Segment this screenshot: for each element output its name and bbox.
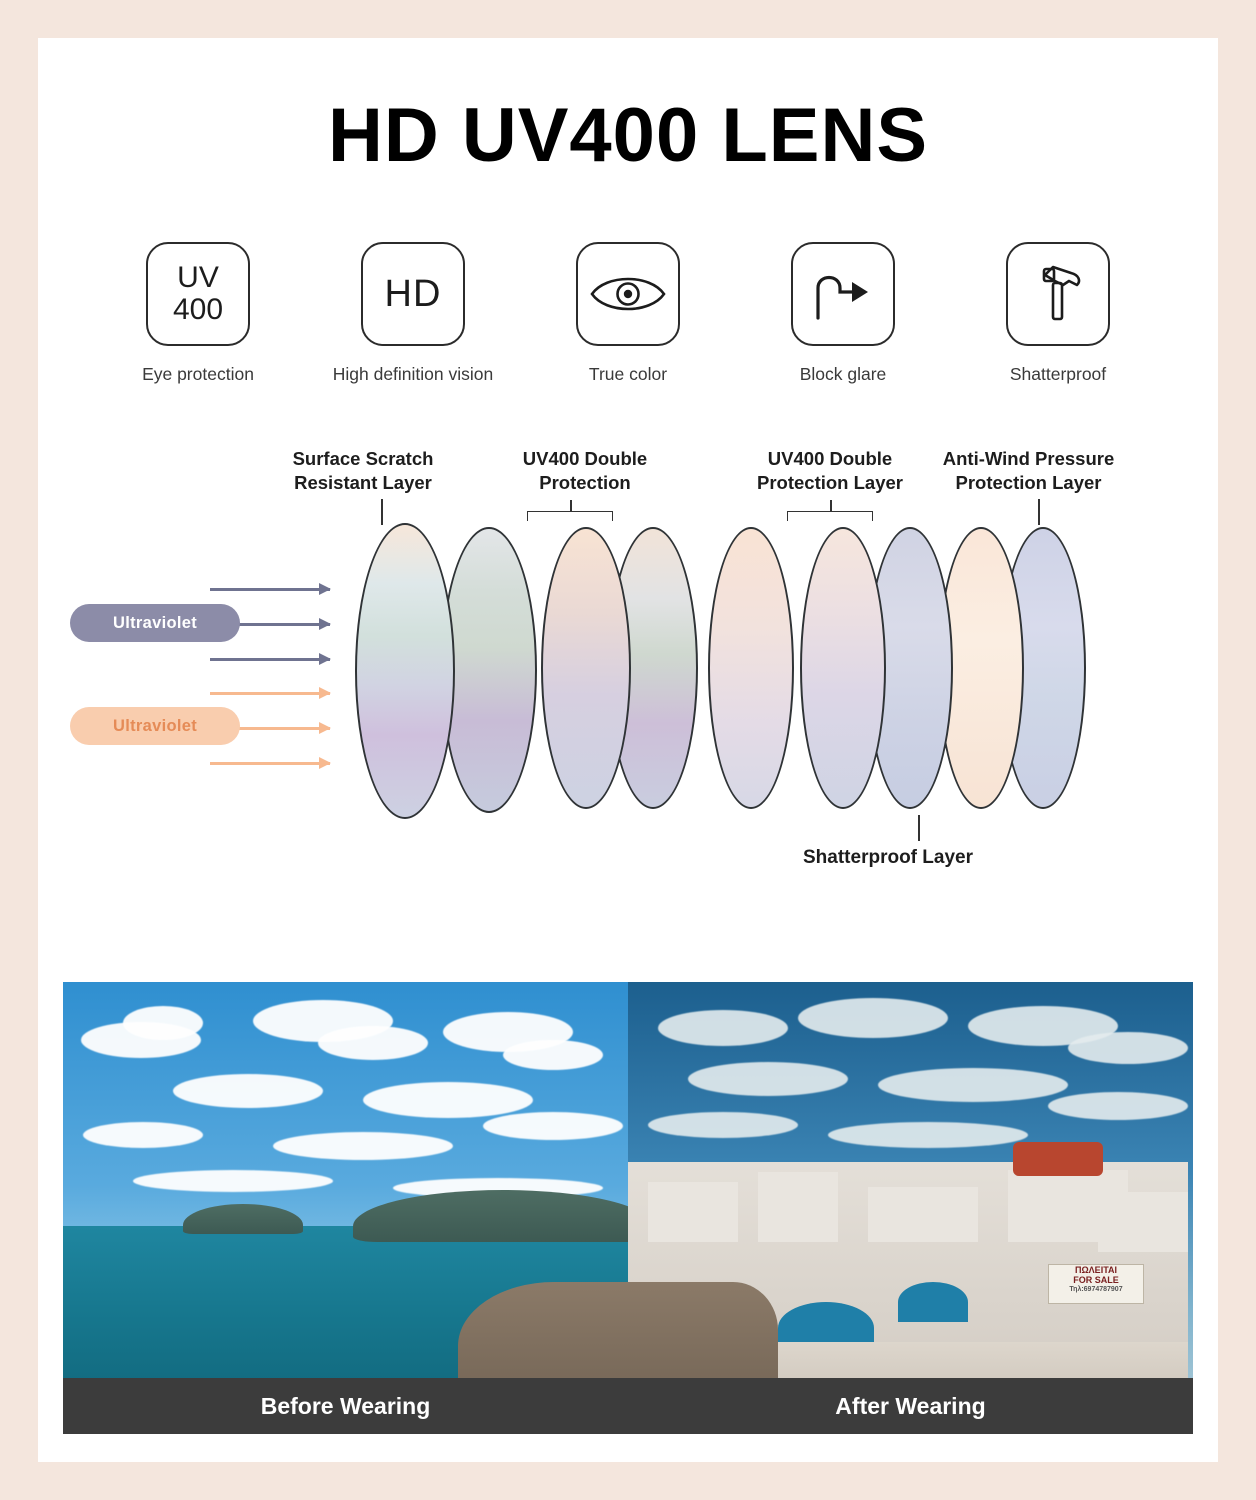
lens-layer bbox=[541, 527, 631, 809]
callout-leader-line bbox=[918, 815, 920, 841]
lens-layer bbox=[800, 527, 886, 809]
feature-true-color bbox=[528, 242, 728, 385]
page-title: HD UV400 LENS bbox=[327, 93, 929, 178]
before-after-comparison bbox=[63, 982, 1193, 1434]
ultraviolet-peach-badge: Ultraviolet bbox=[70, 707, 240, 745]
sign-line-1: ΠΩΛΕΙΤΑΙ bbox=[1074, 1265, 1118, 1275]
feature-shatterproof bbox=[958, 242, 1158, 385]
callout-line-2: Protection Layer bbox=[955, 472, 1102, 493]
feature-icon-row bbox=[38, 174, 1218, 385]
callout-shatterproof-layer: Shatterproof Layer bbox=[803, 847, 973, 868]
uv-ray-arrow bbox=[210, 692, 330, 695]
callout-line-1: UV400 Double bbox=[767, 448, 893, 469]
callout-leader-line bbox=[1038, 499, 1040, 525]
uv400-badge-icon bbox=[146, 242, 250, 346]
lens-layer-front bbox=[355, 523, 455, 819]
feature-label: Shatterproof bbox=[1009, 364, 1107, 384]
uv400-icon-text-bottom: 400 bbox=[172, 293, 224, 326]
hd-icon-text: HD bbox=[384, 272, 442, 315]
feature-eye-protection bbox=[98, 242, 298, 385]
callout-bracket bbox=[787, 511, 873, 521]
caption-bar bbox=[63, 1378, 1193, 1434]
callout-line-2: Resistant Layer bbox=[294, 472, 432, 493]
before-wearing-photo bbox=[63, 982, 628, 1434]
feature-label: High definition vision bbox=[332, 364, 494, 384]
callout-surface-scratch-resistant-layer bbox=[248, 447, 478, 495]
after-wearing-photo bbox=[628, 982, 1193, 1434]
lens-layer bbox=[708, 527, 794, 809]
lens-layer bbox=[441, 527, 537, 813]
eye-icon bbox=[576, 242, 680, 346]
callout-line-2: Protection bbox=[539, 472, 631, 493]
feature-label: Block glare bbox=[799, 364, 887, 384]
sign-line-2: FOR SALE bbox=[1073, 1275, 1119, 1285]
uv-ray-arrow bbox=[210, 658, 330, 661]
hd-text-icon bbox=[361, 242, 465, 346]
hammer-icon bbox=[1006, 242, 1110, 346]
u-turn-arrow-icon bbox=[791, 242, 895, 346]
ultraviolet-violet-badge: Ultraviolet bbox=[70, 604, 240, 642]
callout-line-1: Surface Scratch bbox=[292, 448, 434, 469]
callout-uv400-double-protection bbox=[470, 447, 700, 495]
lens-layer-diagram bbox=[38, 419, 1218, 939]
caption-before: Before Wearing bbox=[260, 1392, 431, 1419]
callout-line-1: Anti-Wind Pressure bbox=[942, 448, 1115, 469]
uv-ray-arrow bbox=[210, 762, 330, 765]
feature-label: True color bbox=[588, 364, 668, 384]
feature-high-definition-vision bbox=[313, 242, 513, 385]
poster-card bbox=[38, 38, 1218, 1462]
callout-line-2: Protection Layer bbox=[757, 472, 903, 493]
uv400-icon-text-top: UV bbox=[177, 261, 219, 294]
blue-dome bbox=[898, 1282, 968, 1322]
uv-ray-arrow bbox=[210, 588, 330, 591]
callout-bracket bbox=[527, 511, 613, 521]
callout-line-1: UV400 Double bbox=[522, 448, 648, 469]
callout-leader-line bbox=[381, 499, 383, 525]
feature-block-glare bbox=[743, 242, 943, 385]
for-sale-sign bbox=[1048, 1264, 1144, 1304]
feature-label: Eye protection bbox=[142, 364, 254, 384]
sign-line-3: Τηλ:6974787907 bbox=[1069, 1286, 1123, 1293]
red-roof bbox=[1013, 1142, 1103, 1176]
caption-after: After Wearing bbox=[835, 1392, 986, 1419]
callout-anti-wind-pressure-protection-layer bbox=[906, 447, 1151, 495]
